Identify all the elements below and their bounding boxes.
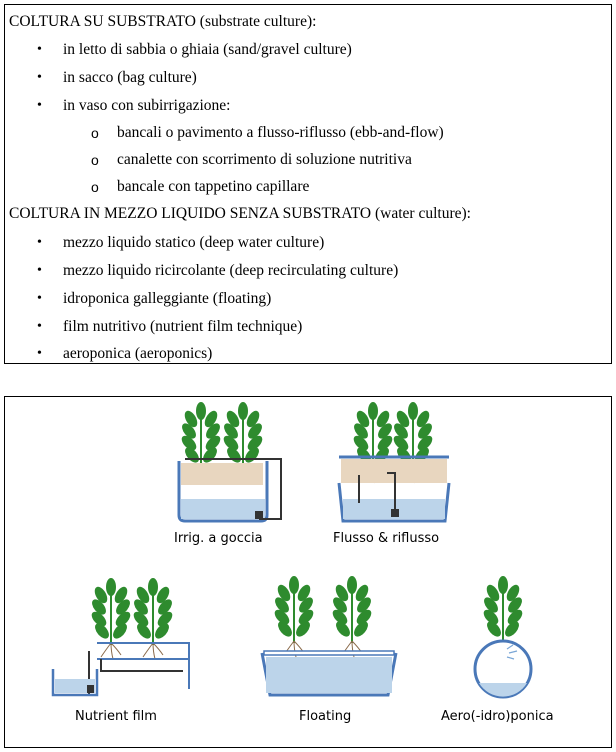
roots: [143, 643, 163, 659]
ebb-and-flow-illustration: [335, 403, 465, 533]
list-item: in sacco (bag culture): [63, 69, 197, 86]
pump-icon: [255, 511, 263, 519]
plant-icon: [330, 576, 374, 657]
nutrient-film-illustration: [49, 583, 219, 703]
sub-list-item: canalette con scorrimento di soluzione nutritiva: [117, 151, 412, 168]
leaf: [148, 578, 158, 596]
plant-icon: [131, 578, 175, 659]
substrate-layer: [181, 463, 263, 485]
leaf: [196, 402, 206, 420]
bullet-icon: •: [37, 263, 42, 278]
sub-bullet-icon: o: [91, 179, 99, 195]
bullet-icon: •: [37, 98, 42, 113]
hydroponic-systems-figure: [4, 396, 612, 748]
water-layer: [479, 683, 527, 697]
sub-bullet-icon: o: [91, 152, 99, 168]
bullet-icon: •: [37, 319, 42, 334]
leaf: [368, 402, 378, 420]
bullet-icon: •: [37, 42, 42, 57]
leaf: [289, 576, 299, 594]
heading-substrate-culture: COLTURA SU SUBSTRATO (substrate culture):: [9, 13, 317, 30]
floating-raft: [264, 651, 394, 655]
supply-pipe: [101, 659, 183, 671]
sub-list-item: bancale con tappetino capillare: [117, 178, 310, 195]
bullet-icon: •: [37, 235, 42, 250]
list-item: mezzo liquido statico (deep water culture): [63, 234, 325, 251]
drip-irrigation-illustration: [171, 403, 301, 533]
list-item: mezzo liquido ricircolante (deep recirculating culture): [63, 262, 399, 279]
plant-icon: [89, 578, 133, 659]
roots: [101, 643, 121, 659]
list-item: in vaso con subirrigazione:: [63, 97, 231, 114]
caption-ebb: Flusso & riflusso: [333, 531, 440, 546]
aeroponics-illustration: [469, 583, 549, 703]
leaf: [498, 576, 508, 594]
leaf: [106, 578, 116, 596]
caption-floating: Floating: [299, 709, 352, 724]
bullet-icon: •: [37, 291, 42, 306]
caption-drip: Irrig. a goccia: [174, 531, 263, 546]
bullet-icon: •: [37, 346, 42, 361]
water-layer: [266, 657, 392, 693]
list-item: aeroponica (aeroponics): [63, 345, 213, 362]
bullet-icon: •: [37, 70, 42, 85]
leaf: [238, 402, 248, 420]
list-item: film nutritivo (nutrient film technique): [63, 318, 303, 335]
list-item: idroponica galleggiante (floating): [63, 290, 272, 307]
leaf: [408, 402, 418, 420]
sub-bullet-icon: o: [91, 125, 99, 141]
floating-illustration: [260, 583, 400, 703]
caption-aero: Aero(-idro)ponica: [441, 709, 554, 724]
list-item: in letto di sabbia o ghiaia (sand/gravel culture): [63, 41, 352, 58]
plant-icon: [272, 576, 316, 657]
pump-icon: [391, 509, 399, 517]
caption-nft: Nutrient film: [75, 709, 157, 724]
water-layer: [181, 499, 265, 519]
heading-water-culture: COLTURA IN MEZZO LIQUIDO SENZA SUBSTRATO (water culture):: [9, 205, 471, 222]
leaf: [347, 576, 357, 594]
pump-icon: [87, 685, 94, 693]
classification-list-box: [4, 4, 612, 364]
sub-list-item: bancali o pavimento a flusso-riflusso (ebb-and-flow): [117, 124, 444, 141]
